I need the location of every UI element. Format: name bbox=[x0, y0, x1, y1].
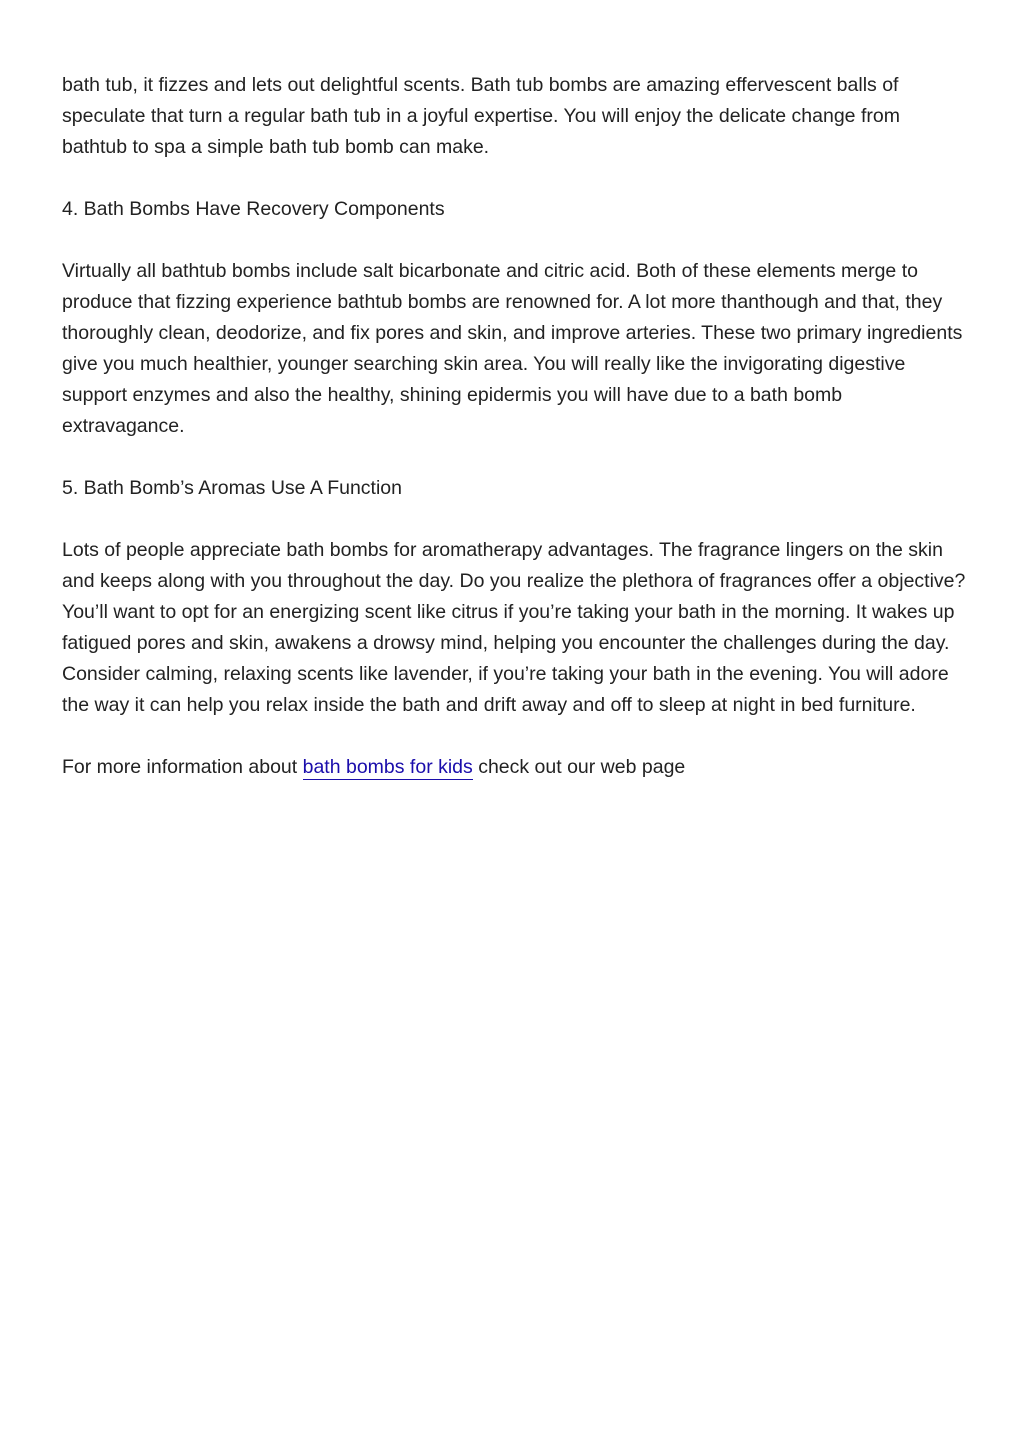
section-4-heading: 4. Bath Bombs Have Recovery Components bbox=[62, 198, 445, 220]
bath-bombs-for-kids-link[interactable]: bath bombs for kids bbox=[302, 756, 473, 778]
section-4-paragraph: Virtually all bathtub bombs include salt bicarbonate and citric acid. Both of these elements merge to produce that fizzing experience bathtub bombs are renowned for. A lot more thanthough and that, they thoroughly clean, deodorize, and fix pores and skin, and improve arteries. These two primary ingredients give you much healthier, younger searching skin area. You will really like the invigorating digestive support enzymes and also the healthy, shining epidermis you will have due to a bath bomb extravagance. bbox=[62, 260, 963, 437]
intro-paragraph: bath tub, it fizzes and lets out delightful scents. Bath tub bombs are amazing effervescent balls of speculate that turn a regular bath tub in a joyful expertise. You will enjoy the delicate change from bathtub to spa a simple bath tub bomb can make. bbox=[62, 74, 900, 158]
document-body bbox=[62, 70, 967, 814]
footer-suffix: check out our web page bbox=[472, 756, 686, 778]
footer-paragraph bbox=[62, 752, 967, 783]
section-5-heading: 5. Bath Bomb’s Aromas Use A Function bbox=[62, 477, 402, 499]
section-5-paragraph: Lots of people appreciate bath bombs for aromatherapy advantages. The fragrance lingers on the skin and keeps along with you throughout the day. Do you realize the plethora of fragrances offer a objective? You’ll want to opt for an energizing scent like citrus if you’re taking your bath in the morning. It wakes up fatigued pores and skin, awakens a drowsy mind, helping you encounter the challenges during the day. Consider calming, relaxing scents like lavender, if you’re taking your bath in the evening. You will adore the way it can help you relax inside the bath and drift away and off to sleep at night in bed furniture. bbox=[62, 539, 966, 716]
footer-prefix: For more information about bbox=[62, 756, 303, 778]
